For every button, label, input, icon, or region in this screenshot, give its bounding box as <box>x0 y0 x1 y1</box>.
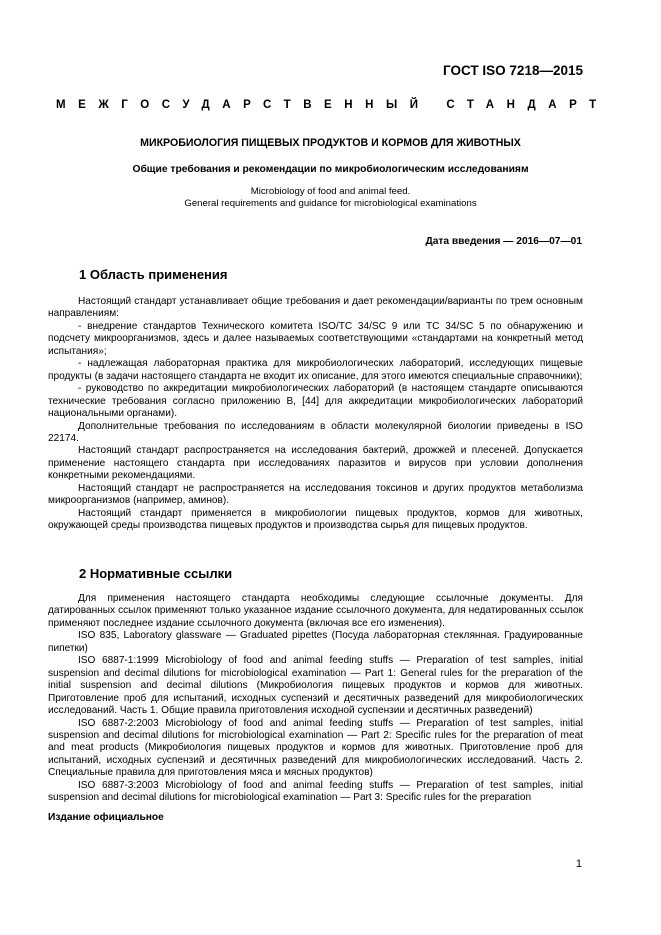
list-item: - руководство по аккредитации микробиологических лабораторий (в настоящем стандарте описываются технические требования согласно приложению В, [44] для аккредитации микробиологических лабораторий национальными органами). <box>48 383 583 420</box>
english-title-line-1: Microbiology of food and animal feed. <box>250 186 411 197</box>
list-item: - внедрение стандартов Технического комитета ISO/TC 34/SC 9 или TC 34/SC 5 по обнаружению и подсчету микроорганизмов, здесь и далее называемых соответствующими «стандартами на конкретный метод испытания»; <box>48 320 583 357</box>
paragraph: Для применения настоящего стандарта необходимы следующие ссылочные документы. Для датированных ссылок применяют только указанное издание ссылочного документа, для недатированных ссылок применяют последнее издание ссылочного документа (включая все его изменения). <box>48 593 583 629</box>
paragraph: Настоящий стандарт не распространяется на исследования токсинов и других продуктов метаболизма микроорганизмов (например, аминов). <box>48 482 583 507</box>
page-number: 1 <box>575 858 582 870</box>
document-title: МИКРОБИОЛОГИЯ ПИЩЕВЫХ ПРОДУКТОВ И КОРМОВ ДЛЯ ЖИВОТНЫХ <box>140 137 521 149</box>
official-edition-note: Издание официальное <box>48 812 164 823</box>
reference-item: ISO 6887-2:2003 Microbiology of food and animal feeding stuffs — Preparation of test samples, initial suspension and decimal dilutions for microbiological examination — Part 2: Specific rules for the preparation of meat and meat products (Микробиология пищевых продуктов и кормов для животных. Приготовление проб для испытаний, исходных суспензий и десятичных разведений для микробиологических исследований. Часть 2. Специальные правила для приготовления мяса и мясных продуктов) <box>48 717 583 779</box>
paragraph: Настоящий стандарт устанавливает общие требования и дает рекомендации/варианты по трем основным направлениям: <box>48 296 583 320</box>
section-1-heading: 1 Область применения <box>79 267 228 282</box>
reference-item: ISO 6887-1:1999 Microbiology of food and animal feeding stuffs — Preparation of test samples, initial suspension and decimal dilutions for microbiological examination — Part 1: General rules for the preparation of the initial suspension and decimal dilutions (Микробиология пищевых продуктов и кормов для животных. Приготовление проб для испытаний, исходных суспензий и десятичных разведений для микробиологических исследований. Часть 1. Общие правила приготовления исходной суспензии и десятичных разведений) <box>48 655 583 717</box>
section-2-heading: 2 Нормативные ссылки <box>79 566 233 581</box>
document-id: ГОСТ ISO 7218—2015 <box>443 63 583 78</box>
standard-type-label: МЕЖГОСУДАРСТВЕННЫЙ СТАНДАРТ <box>56 99 609 111</box>
paragraph: Дополнительные требования по исследованиям в области молекулярной биологии приведены в ISO 22174. <box>48 420 583 444</box>
list-item: - надлежащая лабораторная практика для микробиологических лабораторий, исследующих пищевые продукты (в задачи настоящего стандарта не входит их описание, для этого имеются специальные справочники); <box>48 358 583 382</box>
introduction-date: Дата введения — 2016—07—01 <box>425 236 582 247</box>
english-title <box>48 186 613 209</box>
document-subtitle: Общие требования и рекомендации по микробиологическим исследованиям <box>132 164 529 175</box>
section-2-body <box>48 593 583 805</box>
english-title-line-2: General requirements and guidance for microbiological examinations <box>184 197 477 209</box>
reference-item: ISO 835, Laboratory glassware — Graduated pipettes (Посуда лабораторная стеклянная. Градуированные пипетки) <box>48 630 583 654</box>
paragraph: Настоящий стандарт применяется в микробиологии пищевых продуктов, кормов для животных, окружающей среды производства пищевых продуктов и производства сырья для пищевых продуктов. <box>48 507 583 532</box>
reference-item: ISO 6887-3:2003 Microbiology of food and animal feeding stuffs — Preparation of test samples, initial suspension and decimal dilutions for microbiological examination — Part 3: Specific rules for the preparation <box>48 779 583 804</box>
section-1-body <box>48 296 583 533</box>
paragraph: Настоящий стандарт распространяется на исследования бактерий, дрожжей и плесеней. Допускается применение настоящего стандарта при исследованиях паразитов и вирусов при условии дополнения конкретными рекомендациями. <box>48 445 583 482</box>
